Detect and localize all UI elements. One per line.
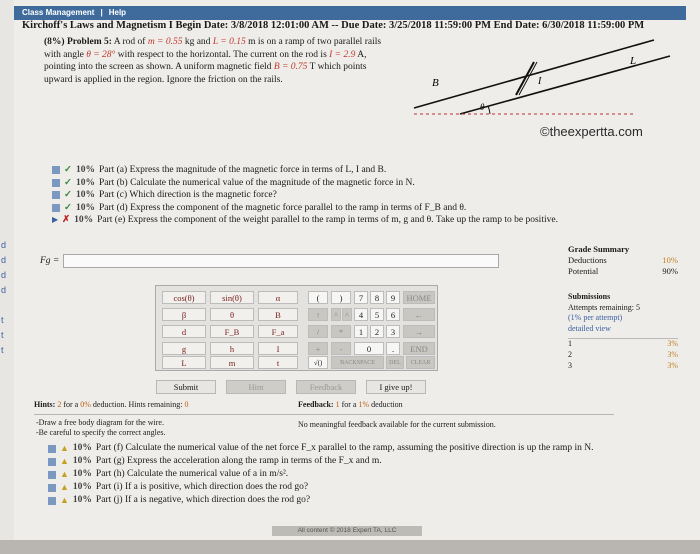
key-del[interactable]: DEL	[386, 356, 404, 369]
part-weight: 10%	[75, 190, 95, 200]
answer-row	[40, 254, 510, 268]
key-minus[interactable]: -	[331, 342, 351, 355]
expand-icon[interactable]	[48, 484, 56, 492]
completed-parts-list	[52, 164, 612, 227]
key-fb[interactable]: F_B	[210, 325, 254, 338]
part-text: Part (f) Calculate the numerical value of the net force F_x parallel to the ramp, assuming the positive direction is up the ramp in N.	[95, 443, 594, 453]
key-divide[interactable]: /	[308, 325, 328, 338]
potential-label: Potential	[568, 266, 599, 276]
watermark: ©theexpertta.com	[540, 124, 643, 139]
menu-item-help[interactable]: Help	[108, 8, 127, 17]
part-text: Part (c) Which direction is the magnetic force?	[98, 190, 277, 200]
key-close-paren[interactable]: )	[331, 291, 351, 304]
give-up-button[interactable]: I give up!	[366, 380, 426, 394]
key-beta[interactable]: β	[162, 308, 206, 321]
part-weight: 10%	[72, 443, 92, 453]
menu-bar	[14, 6, 686, 20]
part-j-row[interactable]	[48, 494, 648, 507]
problem-text: T which points upward is applied in the region. Ignore the friction on the rails.	[44, 62, 367, 85]
key-7[interactable]: 7	[354, 291, 368, 304]
label-b: B	[432, 77, 439, 89]
expand-icon[interactable]	[52, 191, 60, 199]
part-g-row[interactable]	[48, 455, 648, 468]
part-weight: 10%	[72, 495, 92, 505]
part-text: Part (h) Calculate the numerical value of a in m/s².	[95, 469, 289, 479]
key-b[interactable]: B	[258, 308, 298, 321]
key-caret-2[interactable]: ^	[342, 308, 352, 321]
submission-deduction: 3%	[667, 339, 678, 348]
symbol-keypad	[155, 285, 438, 371]
key-caret[interactable]: ^	[331, 308, 341, 321]
per-attempt: (1% per attempt)	[568, 313, 623, 322]
key-4[interactable]: 4	[354, 308, 368, 321]
feedback-text: for a	[341, 400, 357, 409]
problem-label: (8%) Problem 5:	[44, 37, 112, 47]
part-text: Part (d) Express the component of the magnetic force parallel to the ramp in terms of F_B and θ.	[98, 202, 467, 213]
key-3[interactable]: 3	[386, 325, 400, 338]
key-left[interactable]: ←	[403, 308, 435, 321]
part-f-row[interactable]	[48, 442, 648, 455]
part-weight: 10%	[72, 469, 92, 479]
feedback-summary	[298, 400, 403, 409]
feedback-button[interactable]: Feedback	[296, 380, 356, 394]
hint-text: -Be careful to specify the correct angles.	[36, 428, 166, 437]
assignment-title: Kirchoff's Laws and Magnetism I Begin Date: 3/8/2018 12:01:00 AM -- Due Date: 3/25/2018 11:59:00 PM End Date: 6/30/2018 11:59:00 PM	[22, 20, 645, 31]
part-d-row[interactable]	[52, 202, 612, 215]
key-5[interactable]: 5	[370, 308, 384, 321]
key-d[interactable]: d	[162, 325, 206, 338]
expand-icon[interactable]	[48, 497, 56, 505]
expand-icon[interactable]	[52, 179, 60, 187]
key-home[interactable]: HOME	[403, 291, 435, 304]
submission-deduction: 3%	[667, 350, 678, 359]
key-cos[interactable]: cos(θ)	[162, 291, 206, 304]
label-i: I	[538, 76, 542, 87]
problem-text: with respect to the horizontal. The current on the rod is	[117, 49, 327, 60]
part-text: Part (g) Express the acceleration along the ramp in terms of the F_x and m.	[95, 456, 382, 466]
expand-icon[interactable]	[48, 458, 56, 466]
submission-deduction: 3%	[667, 361, 678, 370]
hints-remaining: 0	[184, 400, 189, 409]
mass-value: m = 0.55	[147, 37, 183, 47]
left-mark: d	[1, 285, 7, 295]
problem-text: m is on a ramp of two parallel rails with angle	[44, 37, 382, 60]
key-decimal[interactable]: .	[386, 342, 400, 355]
potential-value: 90%	[662, 266, 678, 276]
problem-text: A, pointing into the screen as shown. A uniform magnetic field	[44, 49, 367, 72]
submission-row	[568, 339, 678, 350]
submission-row	[568, 350, 678, 361]
check-icon: ✓	[64, 165, 72, 175]
submission-number: 2	[568, 350, 572, 359]
submissions-title: Submissions	[568, 292, 611, 301]
key-6[interactable]: 6	[386, 308, 400, 321]
key-alpha[interactable]: α	[258, 291, 298, 304]
check-icon: ✓	[64, 190, 72, 200]
part-text: Part (i) If a is positive, which direction does the rod go?	[95, 482, 309, 492]
grade-summary	[568, 244, 678, 277]
part-text: Part (e) Express the component of the weight parallel to the ramp in terms of m, g and θ. Take up the ramp to be positive.	[97, 215, 558, 225]
current-value: I = 2.9	[329, 49, 356, 60]
locked-parts-list	[48, 442, 648, 507]
hints-count: 2	[57, 400, 62, 409]
expand-icon[interactable]	[52, 204, 60, 212]
submission-table	[568, 338, 678, 372]
part-a-row[interactable]	[52, 164, 612, 177]
key-h[interactable]: h	[210, 342, 254, 355]
warning-icon: ▲	[60, 482, 69, 492]
part-weight: 10%	[75, 165, 95, 175]
length-value: L = 0.15	[212, 37, 246, 47]
problem-text: kg and	[184, 37, 211, 47]
problem-statement	[44, 36, 384, 86]
expand-icon[interactable]	[48, 471, 56, 479]
play-icon: ▶	[52, 215, 59, 224]
menu-separator: |	[100, 8, 103, 17]
check-icon: ✓	[64, 202, 72, 213]
submissions-panel	[568, 292, 678, 372]
feedback-count: 1	[335, 400, 340, 409]
hints-text: deduction. Hints remaining:	[92, 400, 183, 409]
key-plus[interactable]: +	[308, 342, 328, 355]
hints-pct: 0%	[80, 400, 91, 409]
key-clear[interactable]: CLEAR	[406, 356, 435, 369]
check-icon: ✓	[64, 177, 72, 188]
grade-summary-title: Grade Summary	[568, 244, 630, 254]
copyright-footer: All content © 2018 Expert TA, LLC	[272, 526, 422, 536]
part-weight: 10%	[75, 177, 95, 188]
key-multiply[interactable]: *	[331, 325, 351, 338]
key-sqrt[interactable]: √()	[308, 356, 328, 369]
deductions-value: 10%	[662, 255, 678, 265]
submit-button[interactable]: Submit	[156, 380, 216, 394]
rod-edge	[519, 62, 537, 95]
deductions-label: Deductions	[568, 255, 607, 265]
left-mark: d	[1, 270, 7, 280]
key-9[interactable]: 9	[386, 291, 400, 304]
hint-button[interactable]: Hint	[226, 380, 286, 394]
menu-item-class-management[interactable]: Class Management	[22, 8, 95, 17]
key-i[interactable]: I	[258, 342, 298, 355]
feedback-text: deduction	[371, 400, 403, 409]
ramp-diagram	[404, 30, 674, 120]
key-8[interactable]: 8	[370, 291, 384, 304]
key-l[interactable]: L	[162, 356, 206, 369]
left-mark: d	[1, 240, 7, 250]
left-mark: t	[1, 315, 4, 325]
part-text: Part (j) If a is negative, which direction does the rod go?	[95, 495, 311, 505]
left-mark: t	[1, 330, 4, 340]
part-weight: 10%	[72, 456, 92, 466]
submission-number: 1	[568, 339, 572, 348]
key-open-paren[interactable]: (	[308, 291, 328, 304]
hints-label: Hints:	[34, 400, 56, 409]
answer-input[interactable]	[63, 254, 499, 268]
rail-top	[414, 40, 654, 108]
hints-summary	[34, 400, 188, 409]
left-window-strip	[0, 0, 14, 554]
key-fa[interactable]: F_a	[258, 325, 298, 338]
part-c-row[interactable]	[52, 189, 612, 202]
key-t[interactable]: t	[258, 356, 298, 369]
feedback-pct: 1%	[358, 400, 370, 409]
warning-icon: ▲	[60, 456, 69, 466]
hint-texts	[36, 418, 286, 438]
feedback-message: No meaningful feedback available for the current submission.	[298, 420, 496, 429]
part-weight: 10%	[75, 202, 95, 213]
attempts-remaining: Attempts remaining: 5	[568, 302, 640, 312]
key-backspace[interactable]: BACKSPACE	[331, 356, 384, 369]
problem-text: A rod of	[113, 37, 146, 47]
key-end[interactable]: END	[403, 342, 435, 355]
part-text: Part (b) Calculate the numerical value of the magnitude of the magnetic force in N.	[98, 177, 415, 188]
key-theta[interactable]: θ	[210, 308, 254, 321]
key-g[interactable]: g	[162, 342, 206, 355]
submission-number: 3	[568, 361, 572, 370]
feedback-label: Feedback:	[298, 400, 334, 409]
key-1[interactable]: 1	[354, 325, 368, 338]
part-e-row[interactable]	[52, 214, 612, 227]
part-i-row[interactable]	[48, 481, 648, 494]
answer-label: Fg =	[40, 256, 60, 266]
expand-icon[interactable]	[48, 445, 56, 453]
left-mark: t	[1, 345, 4, 355]
warning-icon: ▲	[60, 495, 69, 505]
hints-text: for a	[63, 400, 79, 409]
part-h-row[interactable]	[48, 468, 648, 481]
action-buttons	[150, 380, 450, 396]
part-weight: 10%	[72, 482, 92, 492]
warning-icon: ▲	[60, 469, 69, 479]
left-mark: d	[1, 255, 7, 265]
expand-icon[interactable]	[52, 166, 60, 174]
part-b-row[interactable]	[52, 177, 612, 190]
angle-value: θ = 28°	[86, 49, 116, 60]
part-weight: 10%	[74, 215, 94, 225]
key-0[interactable]: 0	[354, 342, 384, 355]
key-2[interactable]: 2	[370, 325, 384, 338]
warning-icon: ▲	[60, 443, 69, 453]
label-theta: θ	[480, 102, 485, 112]
detailed-view-link[interactable]: detailed view	[568, 323, 611, 333]
field-value: B = 0.75	[273, 62, 308, 72]
key-right[interactable]: →	[403, 325, 435, 338]
label-l: L	[630, 55, 637, 67]
hint-text: -Draw a free body diagram for the wire.	[36, 418, 164, 427]
key-sin[interactable]: sin(θ)	[210, 291, 254, 304]
divider	[34, 414, 614, 415]
part-text: Part (a) Express the magnitude of the magnetic force in terms of L, I and B.	[98, 165, 387, 175]
submission-row	[568, 361, 678, 372]
angle-arc	[488, 106, 490, 114]
key-m[interactable]: m	[210, 356, 254, 369]
x-icon: ✗	[62, 215, 71, 225]
bottom-shadow	[0, 540, 700, 554]
key-up[interactable]: ↑	[308, 308, 328, 321]
